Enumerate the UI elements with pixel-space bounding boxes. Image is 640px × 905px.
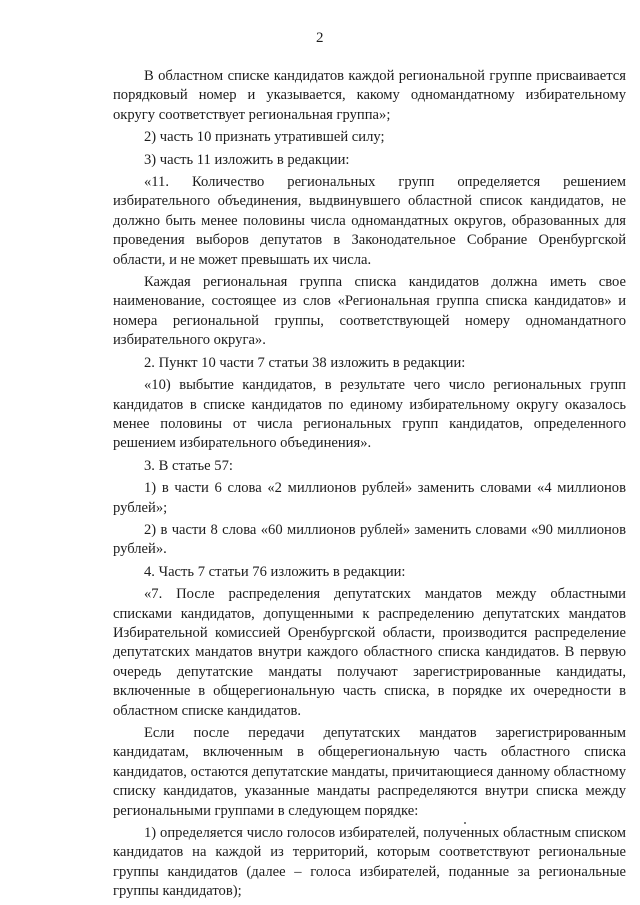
- paragraph: 2. Пункт 10 части 7 статьи 38 изложить в редакции:: [144, 354, 466, 371]
- document-body: [113, 67, 626, 905]
- paragraph: «10) выбытие кандидатов, в результате чего число региональных групп кандидатов в списке кандидатов по единому избирательному округу оказалось менее половины от числа региональных групп кандидатов, определенного решением избирательного объединения».: [113, 377, 626, 452]
- paragraph: «11. Количество региональных групп определяется решением избирательного объединения, выдвинувшего областной список кандидатов, не должно быть менее половины числа одномандатных округов, образованных для проведения выборов депутатов в Законодательное Собрание Оренбургской области, и не может превышать их числа.: [113, 174, 626, 268]
- paragraph: 1) в части 6 слова «2 миллионов рублей» заменить словами «4 миллионов рублей»;: [113, 480, 626, 516]
- paragraph: «7. После распределения депутатских мандатов между областными списками кандидатов, допущенными к распределению депутатских мандатов Избирательной комиссией Оренбургской области, производится распределение депутатских мандатов внутри каждого областного списка кандидатов. В первую очередь депутатские мандаты получают зарегистрированные кандидаты, включенные в общерегиональную часть списка, в порядке их очередности в областном списке кандидатов.: [113, 586, 626, 719]
- paragraph: Каждая региональная группа списка кандидатов должна иметь свое наименование, состоящее из слов «Региональная группа списка кандидатов» и номера региональной группы, соответствующей номеру одномандатного избирательного округа».: [113, 274, 626, 349]
- paragraph: 1) определяется число голосов избирателей, полученных областным списком кандидатов на каждой из территорий, которым соответствуют региональные группы кандидатов (далее – голоса избирателей, поданные за региональные группы кандидатов);: [113, 825, 626, 900]
- paragraph: 2) часть 10 признать утратившей силу;: [144, 129, 385, 146]
- page-number: 2: [316, 30, 324, 46]
- paragraph: Если после передачи депутатских мандатов зарегистрированным кандидатам, включенным в общерегиональную часть областного списка кандидатов, остаются депутатские мандаты, причитающиеся данному областному списку кандидатов, указанные мандаты распределяются внутри списка между региональными группами в следующем порядке:: [113, 725, 626, 819]
- paragraph: 3) часть 11 изложить в редакции:: [144, 151, 350, 168]
- scan-speck: [464, 822, 466, 824]
- paragraph: 2) в части 8 слова «60 миллионов рублей» заменить словами «90 миллионов рублей».: [113, 521, 626, 558]
- paragraph: В областном списке кандидатов каждой региональной группе присваивается порядковый номер и указывается, какому одномандатному избирательному округу соответствует региональная группа»;: [113, 68, 626, 123]
- paragraph: 3. В статье 57:: [144, 457, 233, 474]
- paragraph: 4. Часть 7 статьи 76 изложить в редакции:: [144, 563, 406, 580]
